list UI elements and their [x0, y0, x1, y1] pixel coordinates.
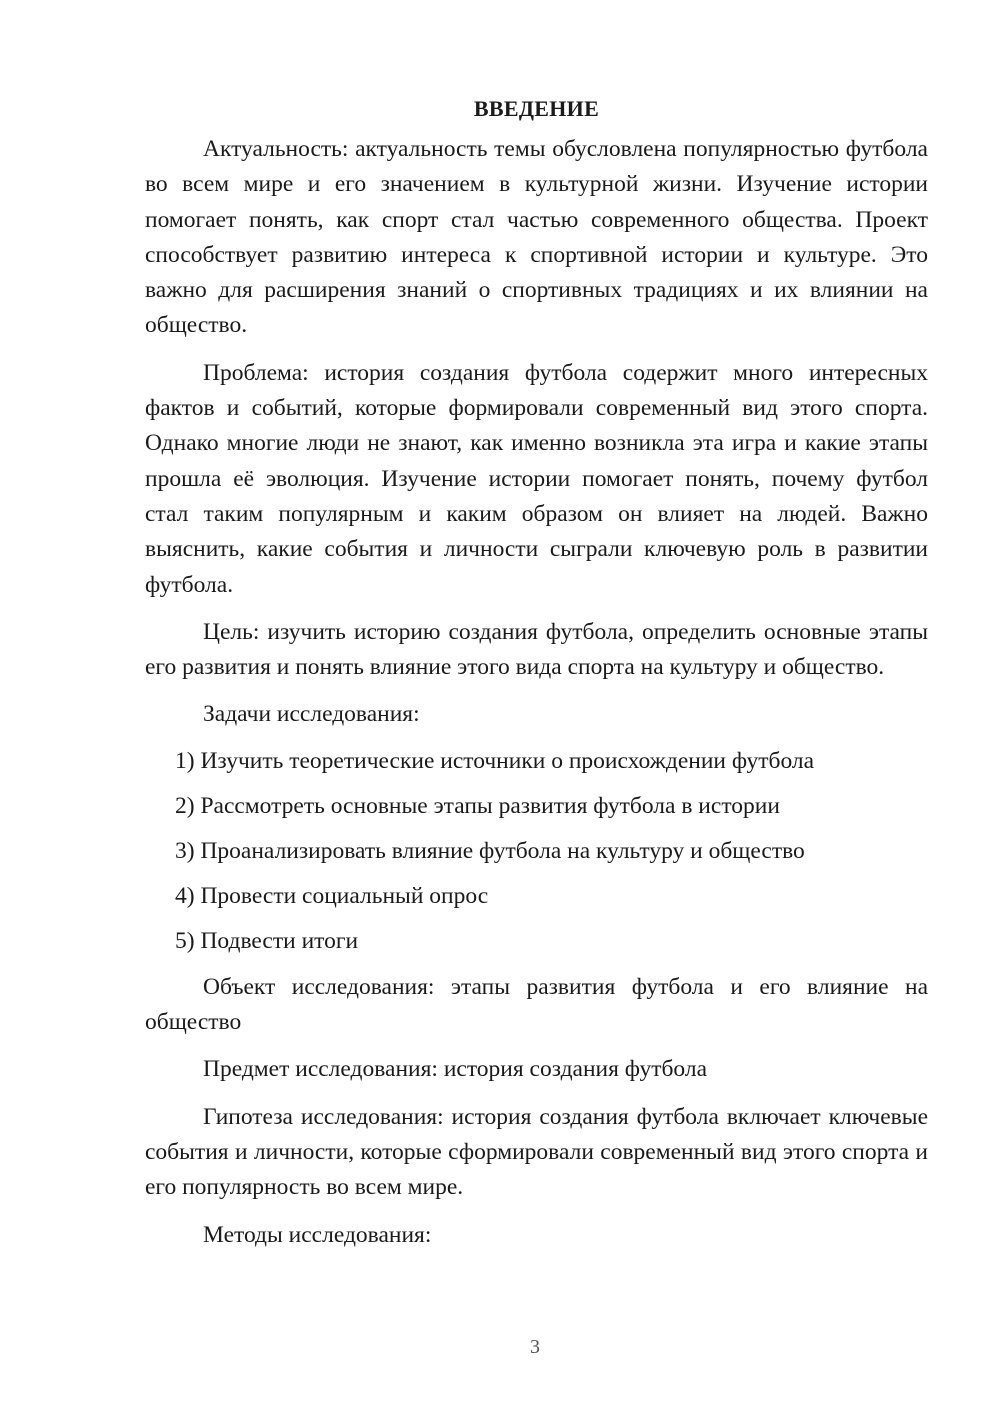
tasks-list [145, 745, 928, 958]
goal-paragraph: Цель: изучить историю создания футбола, определить основные этапы его развития и понять влияние этого вида спорта на культуру и общество. [145, 618, 928, 681]
problem-paragraph: Проблема: история создания футбола содержит много интересных фактов и событий, которые формировали современный вид этого спорта. Однако многие люди не знают, как именно возникла эта игра и какие этапы прошла её эволюция. Изучение истории помогает понять, почему футбол стал таким популярным и каким образом он влияет на людей. Важно выяснить, какие события и личности сыграли ключевую роль в развитии футбола. [145, 359, 928, 598]
list-item: 5) Подвести итоги [175, 927, 359, 954]
relevance-paragraph: Актуальность: актуальность темы обусловлена популярностью футбола во всем мире и его значением в культурной жизни. Изучение истории помогает понять, как спорт стал частью современного общества. Проект способствует развитию интереса к спортивной истории и культуре. Это важно для расширения знаний о спортивных традициях и их влиянии на общество. [145, 136, 928, 339]
page-content [145, 92, 928, 1265]
list-item: 2) Рассмотреть основные этапы развития футбола в истории [175, 792, 780, 819]
subject-paragraph: Предмет исследования: история создания футбола [203, 1056, 708, 1083]
page-number: 3 [530, 1336, 540, 1358]
object-paragraph: Объект исследования: этапы развития футбола и его влияние на общество [145, 973, 928, 1036]
hypothesis-paragraph: Гипотеза исследования: история создания футбола включает ключевые события и личности, которые сформировали современный вид этого спорта и его популярность во всем мире. [145, 1103, 928, 1201]
list-item: 4) Провести социальный опрос [175, 882, 489, 909]
methods-heading: Методы исследования: [203, 1221, 432, 1248]
list-item: 3) Проанализировать влияние футбола на культуру и общество [175, 837, 805, 864]
tasks-heading: Задачи исследования: [203, 701, 420, 728]
list-item: 1) Изучить теоретические источники о происхождении футбола [175, 747, 815, 774]
section-heading: ВВЕДЕНИЕ [473, 96, 600, 121]
